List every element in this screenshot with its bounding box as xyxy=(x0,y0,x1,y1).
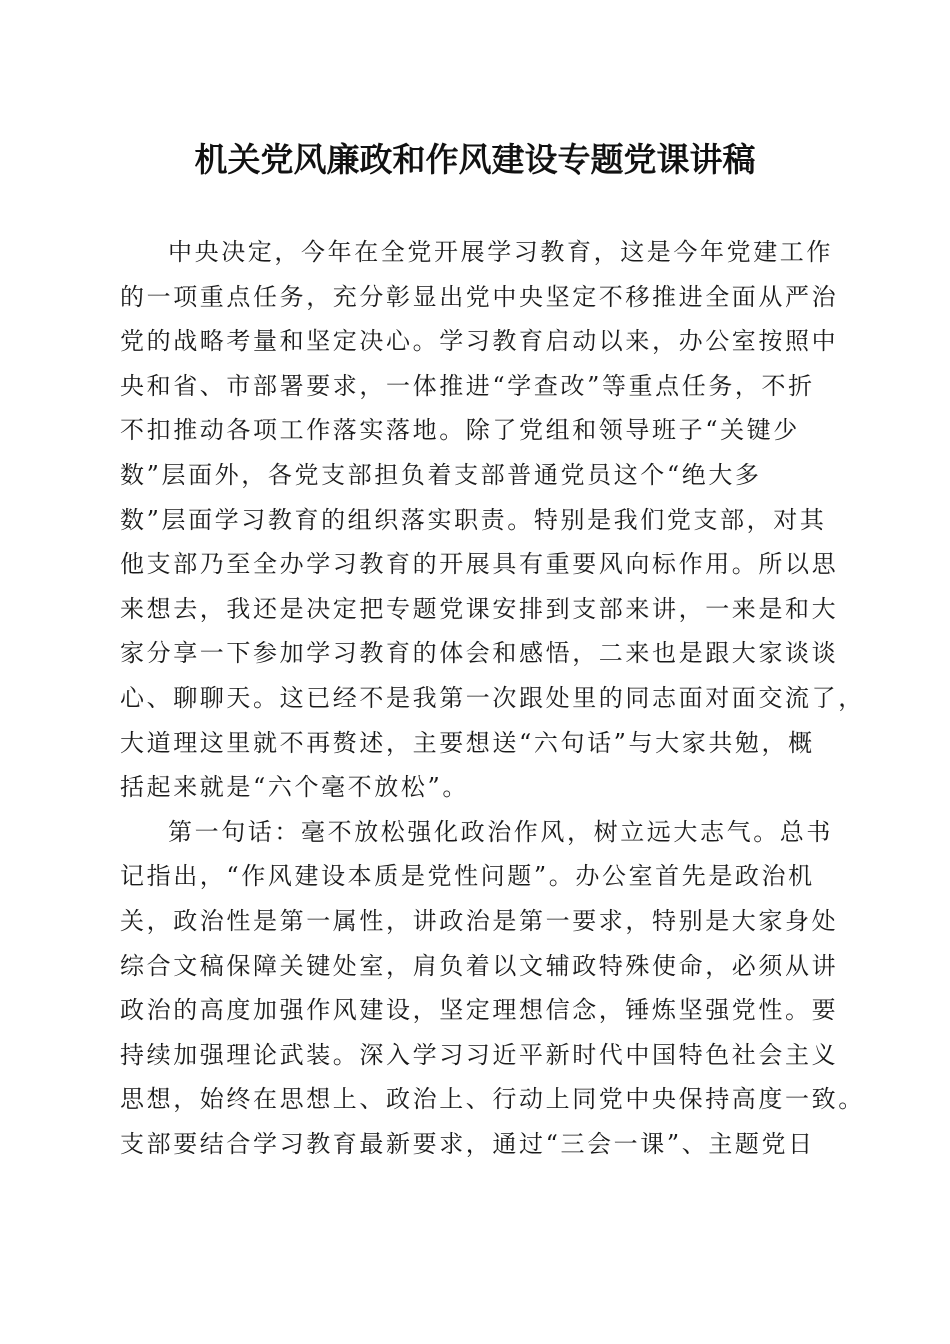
document-body xyxy=(120,230,865,1166)
text-line: 持续加强理论武装。深入学习习近平新时代中国特色社会主义 xyxy=(120,1040,839,1069)
paragraph-first-point xyxy=(120,810,865,1167)
text-line: 数”层面学习教育的组织落实职责。特别是我们党支部，对其 xyxy=(120,505,827,534)
paragraph-intro xyxy=(120,230,865,810)
text-line: 关，政治性是第一属性，讲政治是第一要求，特别是大家身处 xyxy=(120,906,839,935)
text-line: 记指出，“作风建设本质是党性问题”。办公室首先是政治机 xyxy=(120,862,815,891)
document-title: 机关党风廉政和作风建设专题党课讲稿 xyxy=(194,140,756,179)
text-line: 来想去，我还是决定把专题党课安排到支部来讲，一来是和大 xyxy=(120,594,839,623)
text-line: 数”层面外，各党支部担负着支部普通党员这个“绝大多 xyxy=(120,460,762,489)
text-line: 大道理这里就不再赘述，主要想送“六句话”与大家共勉，概 xyxy=(120,728,815,757)
text-line: 他支部乃至全办学习教育的开展具有重要风向标作用。所以思 xyxy=(120,550,839,579)
text-line: 中央决定，今年在全党开展学习教育，这是今年党建工作 xyxy=(168,238,833,266)
text-line: 括起来就是“六个毫不放松”。 xyxy=(120,773,469,802)
text-line: 心、聊聊天。这已经不是我第一次跟处里的同志面对面交流了， xyxy=(120,683,865,712)
text-line: 的一项重点任务，充分彰显出党中央坚定不移推进全面从严治 xyxy=(120,282,839,311)
text-line: 家分享一下参加学习教育的体会和感悟，二来也是跟大家谈谈 xyxy=(120,639,839,668)
text-line: 党的战略考量和坚定决心。学习教育启动以来，办公室按照中 xyxy=(120,327,839,356)
text-line: 第一句话：毫不放松强化政治作风，树立远大志气。总书 xyxy=(168,817,833,846)
text-line: 支部要结合学习教育最新要求，通过“三会一课”、主题党日 xyxy=(120,1129,815,1158)
text-line: 综合文稿保障关键处室，肩负着以文辅政特殊使命，必须从讲 xyxy=(120,951,839,980)
text-line: 央和省、市部署要求，一体推进“学查改”等重点任务，不折 xyxy=(120,371,815,400)
text-line: 思想，始终在思想上、政治上、行动上同党中央保持高度一致。 xyxy=(120,1085,865,1114)
text-line: 政治的高度加强作风建设，坚定理想信念，锤炼坚强党性。要 xyxy=(120,996,839,1025)
text-line: 不扣推动各项工作落实落地。除了党组和领导班子“关键少 xyxy=(120,416,800,445)
